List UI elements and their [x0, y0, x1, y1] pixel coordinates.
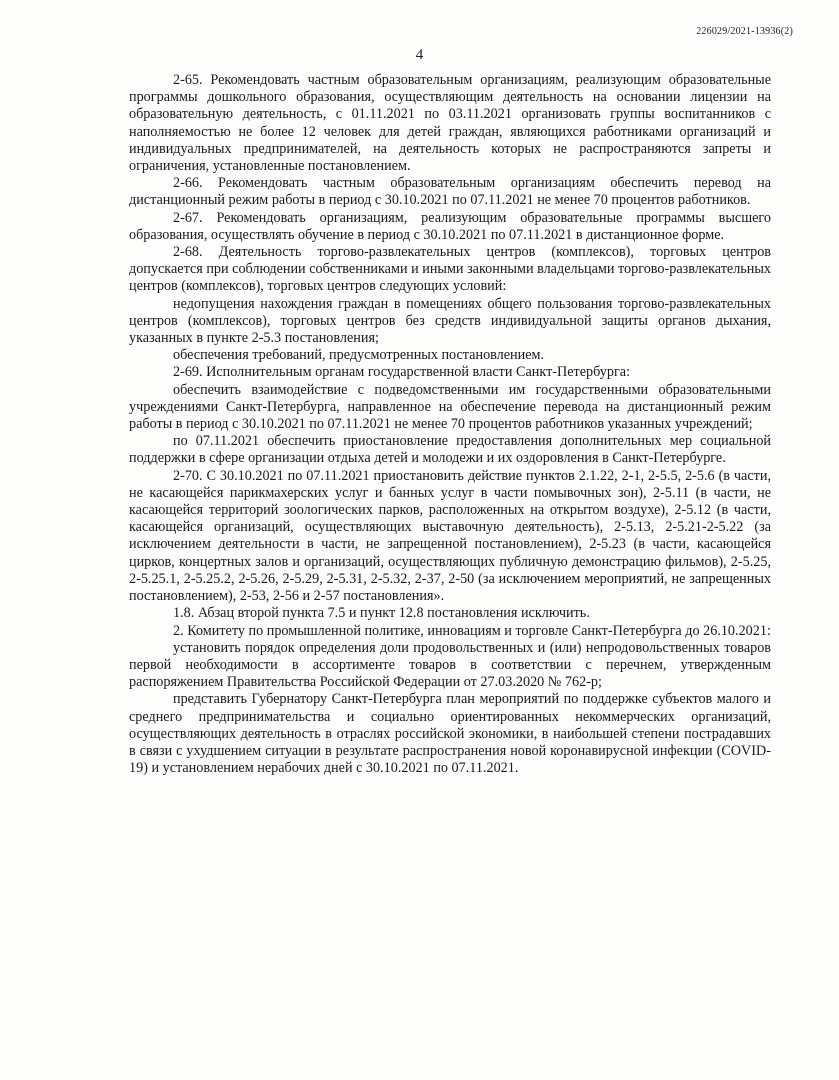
paragraph-2-68-condition-1: недопущения нахождения граждан в помещениях общего пользования торгово-развлекательных центров (комплексов), торговых центров без средств индивидуальной защиты органов дыхания, указанных в пункте 2-5.3 постановления; — [129, 295, 771, 347]
paragraph-2-69: 2-69. Исполнительным органам государственной власти Санкт-Петербурга: — [173, 364, 631, 381]
paragraph-2-69-item-2: по 07.11.2021 обеспечить приостановление предоставления дополнительных мер социальной поддержки в сфере организации отдыха детей и молодежи и их оздоровления в Санкт-Петербурге. — [129, 433, 771, 467]
page-number: 4 — [415, 47, 424, 63]
paragraph-2-67: 2-67. Рекомендовать организациям, реализующим образовательные программы высшего образования, осуществлять обучение в период с 30.10.2021 по 07.11.2021 в дистанционное форме. — [129, 209, 771, 243]
paragraph-2-69-item-1: обеспечить взаимодействие с подведомственными им государственными образовательными учреждениями Санкт-Петербурга, направленное на обеспечение перевода на дистанционный режим работы в период с 30.10.2021 по 07.11.2021 не менее 70 процентов работников указанных учреждений; — [129, 381, 771, 433]
document-registration-number: 226029/2021-13936(2) — [696, 26, 793, 37]
paragraph-2-item-1: установить порядок определения доли продовольственных и (или) непродовольственных товаров первой необходимости в ассортименте товаров в соответствии с перечнем, утвержденным распоряжением Правительства Российской Федерации от 27.03.2020 № 762-р; — [129, 639, 771, 691]
paragraph-2-item-2: представить Губернатору Санкт-Петербурга план мероприятий по поддержке субъектов малого и среднего предпринимательства и социально ориентированных некоммерческих организаций, осуществляющих деятельность в отраслях российской экономики, в наибольшей степени пострадавших в связи с ухудшением ситуации в результате распространения новой коронавирусной инфекции (COVID-19) и установлением нерабочих дней с 30.10.2021 по 07.11.2021. — [129, 691, 771, 777]
paragraph-2: 2. Комитету по промышленной политике, инновациям и торговле Санкт-Петербурга до 26.10.2021: — [173, 622, 771, 639]
paragraph-2-68-condition-2: обеспечения требований, предусмотренных постановлением. — [173, 347, 545, 364]
document-body — [129, 72, 771, 777]
paragraph-2-65: 2-65. Рекомендовать частным образовательным организациям, реализующим образовательные программы дошкольного образования, осуществляющим деятельность на основании лицензии на образовательную деятельность, с 01.11.2021 по 03.11.2021 организовать группы воспитанников с наполняемостью не более 12 человек для детей граждан, являющихся работниками организаций и индивидуальных предпринимателей, на деятельность которых не распространяются запреты и ограничения, установленные постановлением. — [129, 72, 771, 175]
paragraph-2-66: 2-66. Рекомендовать частным образовательным организациям обеспечить перевод на дистанционный режим работы в период с 30.10.2021 по 07.11.2021 не менее 70 процентов работников. — [129, 175, 771, 209]
paragraph-2-68: 2-68. Деятельность торгово-развлекательных центров (комплексов), торговых центров допускается при соблюдении собственниками и иными законными владельцами торгово-развлекательных центров (комплексов), торговых центров следующих условий: — [129, 244, 771, 295]
paragraph-2-70: 2-70. С 30.10.2021 по 07.11.2021 приостановить действие пунктов 2.1.22, 2-1, 2-5.5, 2-5.6 (в части, не касающейся парикмахерских услуг и банных услуг в части помывочных зон), 2-5.11 (в части, не касающейся территорий зоологических парков, расположенных на открытом воздухе), 2-5.12 (в части, касающейся организаций, осуществляющих выставочную деятельность), 2-5.13, 2-5.21-2-5.22 (за исключением деятельности в части, не запрещенной постановлением), 2-5.23 (в части, касающейся цирков, концертных залов и организаций, осуществляющих публичную демонстрацию фильмов), 2-5.25, 2-5.25.1, 2-5.25.2, 2-5.26, 2-5.29, 2-5.31, 2-5.32, 2-37, 2-50 (за исключением мероприятий, не запрещенных постановлением), 2-53, 2-56 и 2-57 постановления». — [129, 467, 771, 605]
paragraph-1-8: 1.8. Абзац второй пункта 7.5 и пункт 12.8 постановления исключить. — [173, 605, 590, 622]
